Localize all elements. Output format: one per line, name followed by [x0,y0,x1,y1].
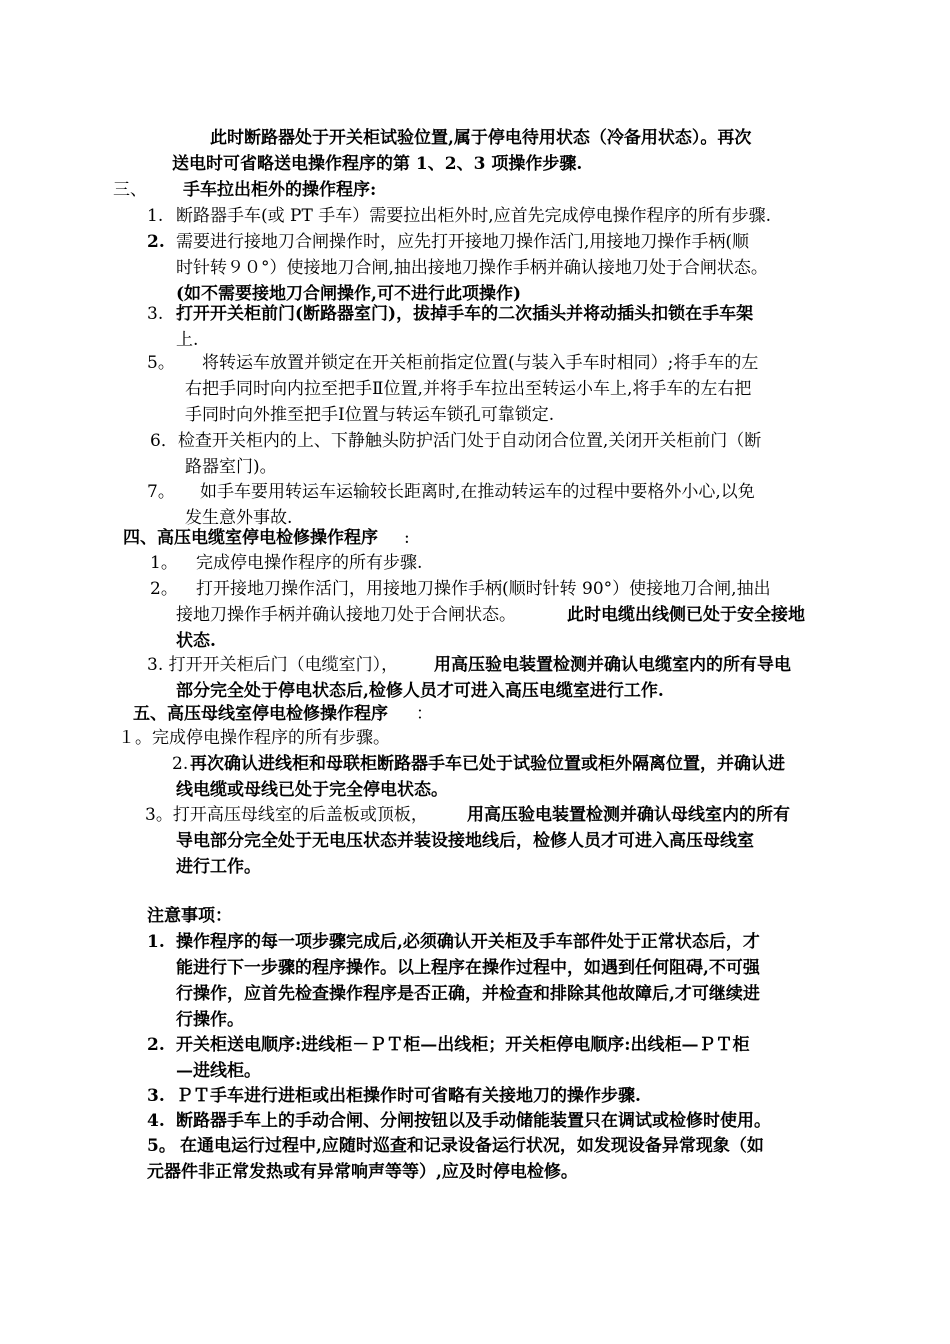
text-line: ＰＴ手车进行进柜或出柜操作时可省略有关接地刀的操作步骤. [176,1086,641,1106]
text-line: 如手车要用转运车运输较长距离时,在推动转运车的过程中要格外小心,以免 [200,482,755,502]
text-line: 6．检查开关柜内的上、下静触头防护活门处于自动闭合位置,关闭开关柜前门（断 [150,431,762,451]
text-line: 1。 [150,553,178,573]
text-line: 能进行下一步骤的程序操作。以上程序在操作过程中，如遇到任何阻碍,不可强 [176,958,760,978]
text-line: —进线柜。 [176,1061,261,1081]
text-line: 打开接地刀操作活门，用接地刀操作手柄(顺时针转 90°）使接地刀合闸,抽出 [196,579,771,599]
text-line: 三、 [113,180,147,200]
text-line: 右把手同时向内拉至把手Ⅱ位置,并将手车拉出至转运小车上,将手车的左右把 [185,379,752,399]
text-line: 五、高压母线室停电检修操作程序 [133,704,388,724]
text-line: 1. [147,206,164,226]
text-line: 断路器手车上的手动合闸、分闸按钮以及手动储能装置只在调试或检修时使用。 [176,1111,771,1131]
text-line: (如不需要接地刀合闸操作,可不进行此项操作) [176,284,522,304]
text-line: 2. [147,232,165,252]
text-line: 行操作，应首先检查操作程序是否正确，并检查和排除其他故障后,才可继续进 [176,984,760,1004]
text-line: 手同时向外推至把手Ⅰ位置与转运车锁孔可靠锁定. [185,405,555,425]
text-line: 部分完全处于停电状态后,检修人员才可进入高压电缆室进行工作. [176,681,664,701]
text-line: 状态. [176,631,216,651]
text-line: 4. [147,1111,165,1131]
text-line: : [404,528,410,548]
text-line: 将转运车放置并锁定在开关柜前指定位置(与装入手车时相同）;将手车的左 [202,353,759,373]
text-line: 需要进行接地刀合闸操作时，应先打开接地刀操作活门,用接地刀操作手柄(顺 [176,232,750,252]
text-line: 此时断路器处于开关柜试验位置,属于停电待用状态（冷备用状态）。再次 [210,128,752,148]
text-line: 3。打开高压母线室的后盖板或顶板， [145,805,428,825]
text-line: 2. [147,1035,165,1055]
text-line: 在通电运行过程中,应随时巡查和记录设备运行状况，如发现设备异常现象（如 [180,1136,764,1156]
text-line: 2。 [150,579,178,599]
text-line: 用高压验电装置检测并确认母线室内的所有 [467,805,790,825]
text-line: 操作程序的每一项步骤完成后,必须确认开关柜及手车部件处于正常状态后，才 [176,932,760,952]
text-line: 再次确认进线柜和母联柜断路器手车已处于试验位置或柜外隔离位置，并确认进 [190,754,785,774]
text-line: 完成停电操作程序的所有步骤. [196,553,423,573]
text-line: 线电缆或母线已处于完全停电状态。 [176,780,448,800]
text-line: 用高压验电装置检测并确认电缆室内的所有导电 [434,655,791,675]
text-line: 时针转９０°）使接地刀合闸,抽出接地刀操作手柄并确认接地刀处于合闸状态。 [176,258,768,278]
text-line: 发生意外事故. [185,508,293,528]
text-line: 7。 [147,482,175,502]
text-line: 上. [176,330,199,350]
text-line: 接地刀操作手柄并确认接地刀处于合闸状态。 [176,605,516,625]
text-line: 此时电缆出线侧已处于安全接地 [567,605,805,625]
text-line: 元器件非正常发热或有异常响声等等）,应及时停电检修。 [147,1162,578,1182]
text-line: 四、高压电缆室停电检修操作程序 [123,528,378,548]
text-line: 行操作。 [176,1010,244,1030]
text-line: 5。 [147,353,175,373]
text-line: 手车拉出柜外的操作程序: [183,180,377,200]
text-line: 导电部分完全处于无电压状态并装设接地线后，检修人员才可进入高压母线室 [176,831,754,851]
text-line: 进行工作。 [176,857,261,877]
text-line: 3. [147,304,164,324]
text-line: 3. 打开开关柜后门（电缆室门）， [147,655,399,675]
text-line: 1. [147,932,165,952]
text-line: 路器室门)。 [185,457,277,477]
text-line: ： [416,704,433,724]
text-line: １。完成停电操作程序的所有步骤。 [118,728,390,748]
text-line: 开关柜送电顺序:进线柜－ＰＴ柜—出线柜；开关柜停电顺序:出线柜—ＰＴ柜 [176,1035,750,1055]
text-line: 2. [172,754,189,774]
text-line: 5。 [147,1136,176,1156]
text-line: 注意事项： [147,906,232,926]
text-line: 断路器手车(或 PT 手车）需要拉出柜外时,应首先完成停电操作程序的所有步骤. [176,206,772,226]
text-line: 打开开关柜前门(断路器室门)，拔掉手车的二次插头并将动插头扣锁在手车架 [176,304,754,324]
text-line: 送电时可省略送电操作程序的第 1、2、3 项操作步骤. [172,154,583,174]
text-line: 3. [147,1086,165,1106]
